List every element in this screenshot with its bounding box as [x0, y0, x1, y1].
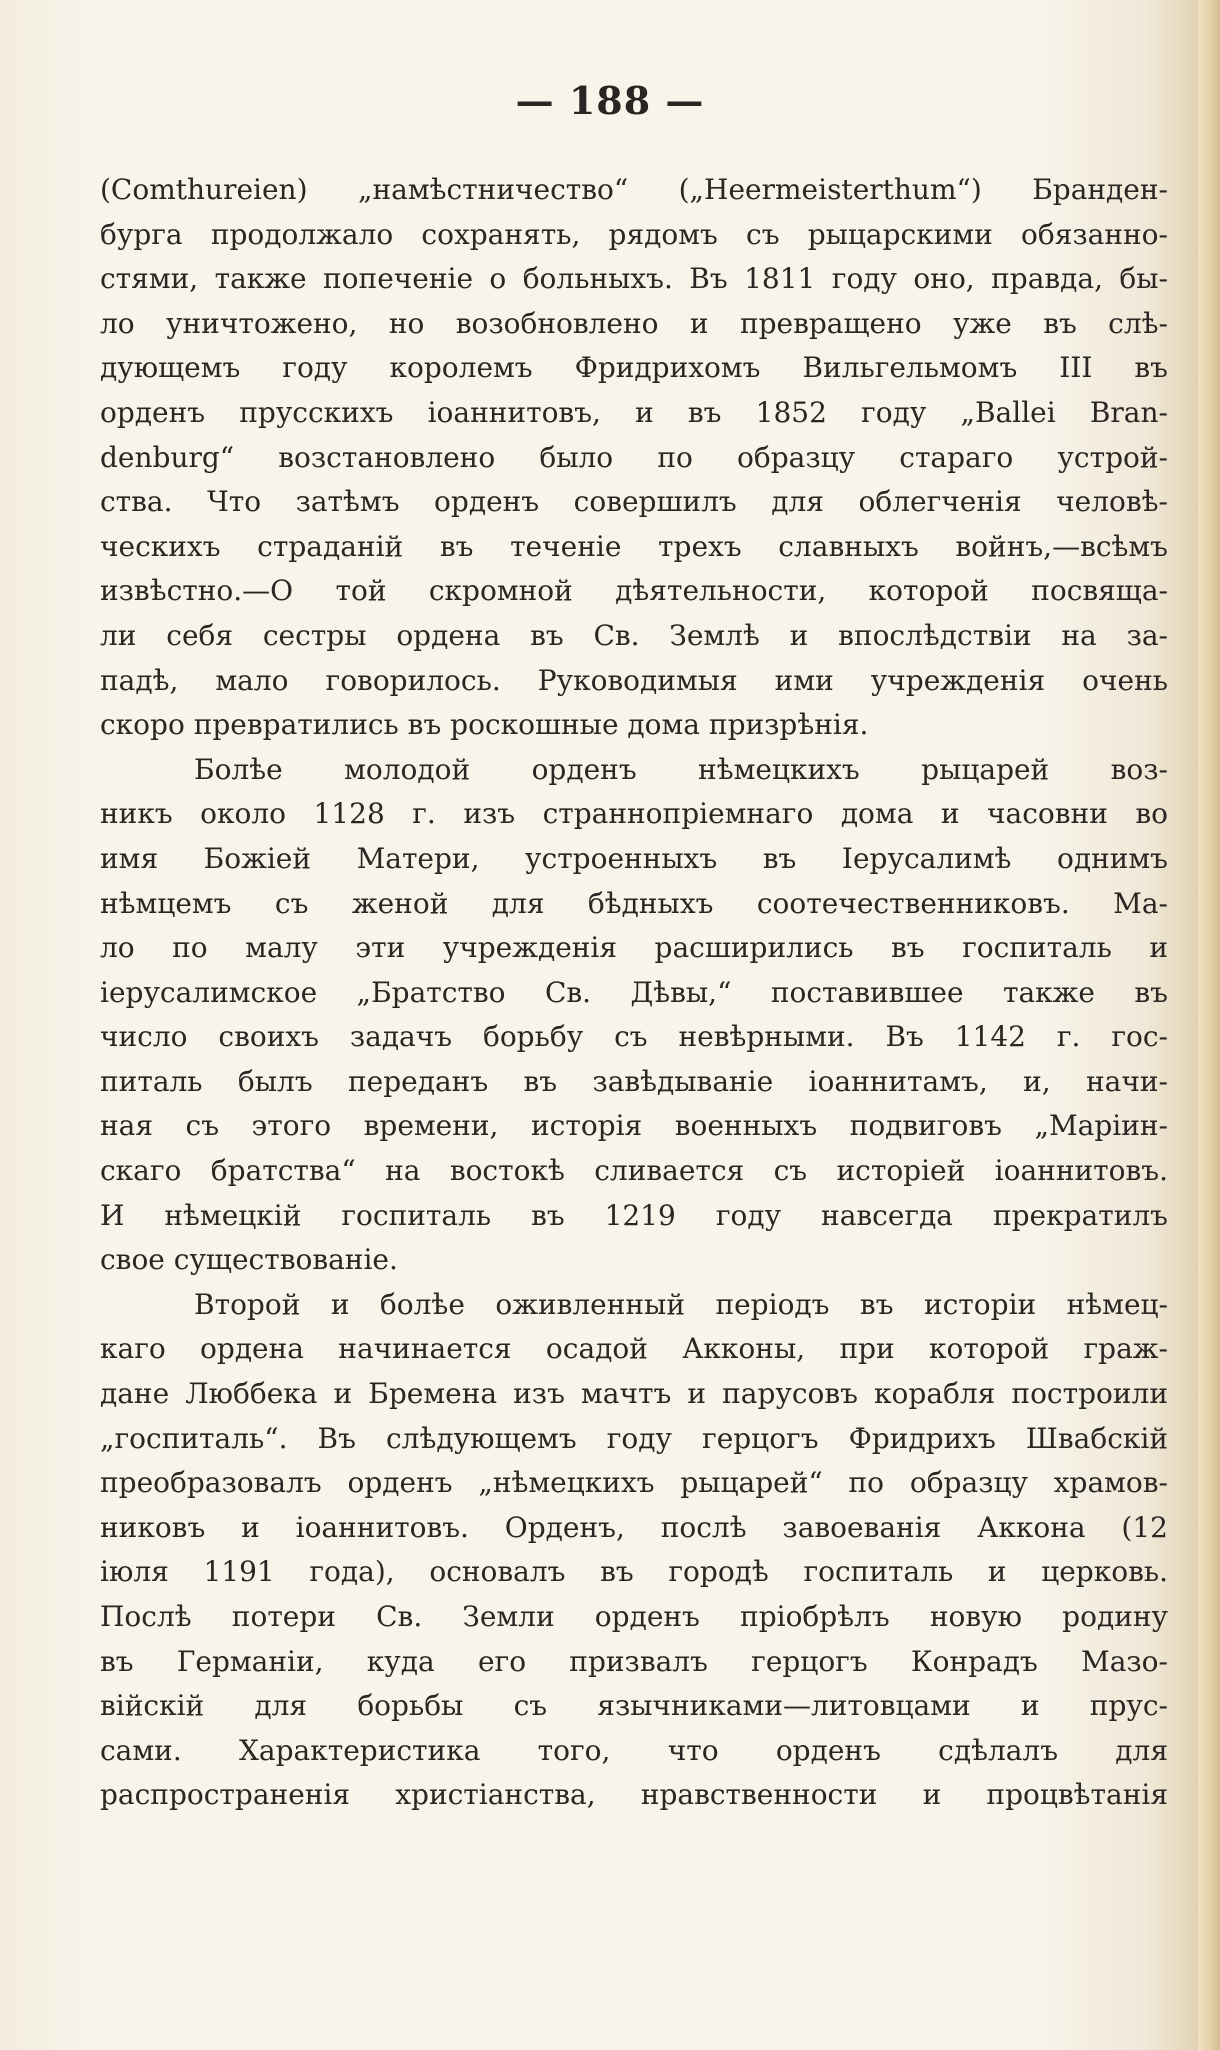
text-line: И нѣмецкій госпиталь въ 1219 году навсегда прекратилъ: [100, 1198, 1168, 1232]
text-line: „госпиталь“. Въ слѣдующемъ году герцогъ Фридрихъ Швабскій: [100, 1421, 1168, 1455]
text-line: скоро превратились въ роскошные дома призрѣнія.: [100, 708, 869, 742]
text-line: Болѣе молодой орденъ нѣмецкихъ рыцарей воз-: [194, 752, 1168, 786]
text-line: падѣ, мало говорилось. Руководимыя ими учрежденія очень: [100, 663, 1168, 697]
text-line: число своихъ задачъ борьбу съ невѣрными. Въ 1142 г. гос-: [100, 1020, 1168, 1054]
text-line: никъ около 1128 г. изъ страннопріемнаго дома и часовни во: [100, 797, 1168, 831]
text-line: ная съ этого времени, исторія военныхъ подвиговъ „Маріин-: [100, 1109, 1168, 1143]
text-line: denburg“ возстановлено было по образцу стараго устрой-: [100, 440, 1168, 474]
text-line: ли себя сестры ордена въ Св. Землѣ и впослѣдствіи на за-: [100, 618, 1168, 652]
text-line: каго ордена начинается осадой Акконы, при которой граж-: [100, 1332, 1168, 1366]
text-line: свое существованіе.: [100, 1243, 398, 1277]
text-line: скаго братства“ на востокѣ сливается съ исторіей іоаннитовъ.: [100, 1154, 1168, 1188]
text-line: вiйскій для борьбы съ язычниками—литовцами и прус-: [100, 1689, 1168, 1723]
page-edge-shadow: [1198, 0, 1220, 2050]
text-line: (Comthureien) „намѣстничество“ („Heermeisterthum“) Бранден-: [100, 173, 1168, 206]
text-line: въ Германіи, куда его призвалъ герцогъ Конрадъ Мазо-: [100, 1644, 1168, 1678]
paragraph-3: [100, 1283, 1168, 1818]
paragraph-2: [100, 748, 1168, 1283]
text-line: имя Божіей Матери, устроенныхъ въ Іерусалимѣ однимъ: [100, 841, 1168, 875]
text-line: Послѣ потери Св. Земли орденъ пріобрѣлъ новую родину: [100, 1600, 1168, 1633]
body-text: [100, 168, 1168, 1818]
text-line: бурга продолжало сохранять, рядомъ съ рыцарскими обязанно-: [100, 217, 1168, 251]
text-line: преобразовалъ орденъ „нѣмецкихъ рыцарей“ по образцу храмов-: [100, 1466, 1168, 1500]
text-line: ло по малу эти учрежденія расширились въ госпиталь и: [100, 931, 1168, 965]
text-line: питаль былъ переданъ въ завѣдываніе іоаннитамъ, и, начи-: [100, 1064, 1168, 1098]
text-line: іюля 1191 года), основалъ въ городѣ госпиталь и церковь.: [100, 1555, 1168, 1589]
text-line: сами. Характеристика того, что орденъ сдѣлалъ для: [100, 1733, 1168, 1767]
paragraph-1: [100, 168, 1168, 748]
text-line: ло уничтожено, но возобновлено и превращено уже въ слѣ-: [100, 306, 1168, 340]
text-line: стями, также попеченіе о больныхъ. Въ 1811 году оно, правда, бы-: [100, 262, 1168, 296]
text-line: іерусалимское „Братство Св. Дѣвы,“ поставившее также въ: [100, 975, 1168, 1009]
page-number: — 188 —: [515, 78, 705, 123]
text-line: ства. Что затѣмъ орденъ совершилъ для облегченія человѣ-: [100, 485, 1168, 519]
text-line: орденъ прусскихъ іоаннитовъ, и въ 1852 году „Ballei Bran-: [100, 395, 1168, 429]
text-line: дующемъ году королемъ Фридрихомъ Вильгельмомъ III въ: [100, 351, 1168, 385]
text-line: Второй и болѣе оживленный періодъ въ исторіи нѣмец-: [194, 1287, 1168, 1321]
text-line: дане Люббека и Бремена изъ мачтъ и парусовъ корабля построили: [100, 1377, 1168, 1411]
text-line: распространенія христіанства, нравственности и процвѣтанія: [100, 1778, 1168, 1812]
text-line: никовъ и іоаннитовъ. Орденъ, послѣ завоеванія Аккона (12: [100, 1510, 1168, 1544]
text-line: нѣмцемъ съ женой для бѣдныхъ соотечественниковъ. Ма-: [100, 886, 1168, 920]
text-line: извѣстно.—О той скромной дѣятельности, которой посвяща-: [100, 574, 1168, 608]
text-line: ческихъ страданій въ теченіе трехъ славныхъ войнъ,—всѣмъ: [100, 529, 1168, 563]
